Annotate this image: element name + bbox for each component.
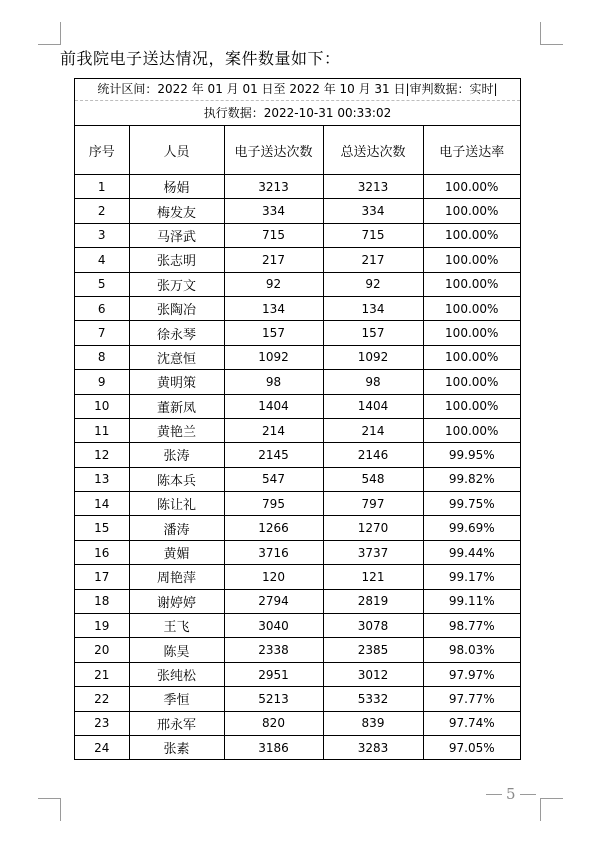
cell-rate: 97.74% <box>423 711 520 735</box>
cell-rate: 100.00% <box>423 272 520 296</box>
cell-name: 徐永琴 <box>129 321 224 345</box>
cell-name: 潘涛 <box>129 516 224 540</box>
cell-seq: 7 <box>75 321 129 345</box>
cell-rate: 97.77% <box>423 687 520 711</box>
cell-electronic: 3040 <box>224 614 323 638</box>
page-number-value: 5 <box>506 785 516 803</box>
cell-name: 谢婷婷 <box>129 589 224 613</box>
cell-seq: 9 <box>75 370 129 394</box>
cell-seq: 22 <box>75 687 129 711</box>
cell-total: 98 <box>323 370 423 394</box>
page-number-dash-right <box>520 794 536 795</box>
cell-rate: 100.00% <box>423 175 520 199</box>
cell-rate: 100.00% <box>423 370 520 394</box>
cell-total: 5332 <box>323 687 423 711</box>
cell-electronic: 5213 <box>224 687 323 711</box>
cell-name: 黄明策 <box>129 370 224 394</box>
table-row <box>75 516 520 540</box>
cell-seq: 21 <box>75 662 129 686</box>
table-row <box>75 711 520 735</box>
table-row <box>75 223 520 247</box>
cell-seq: 15 <box>75 516 129 540</box>
cell-total: 3012 <box>323 662 423 686</box>
stats-grid <box>75 126 520 759</box>
cell-rate: 100.00% <box>423 321 520 345</box>
cell-rate: 99.75% <box>423 492 520 516</box>
cell-seq: 5 <box>75 272 129 296</box>
cell-name: 陈让礼 <box>129 492 224 516</box>
cell-electronic: 795 <box>224 492 323 516</box>
cell-rate: 99.95% <box>423 443 520 467</box>
cell-seq: 23 <box>75 711 129 735</box>
page-number-dash-left <box>486 794 502 795</box>
table-row <box>75 272 520 296</box>
cell-total: 3283 <box>323 735 423 759</box>
cell-name: 季恒 <box>129 687 224 711</box>
table-row <box>75 540 520 564</box>
intro-text: 前我院电子送达情况，案件数量如下： <box>60 49 341 68</box>
cell-name: 马泽武 <box>129 223 224 247</box>
cell-seq: 12 <box>75 443 129 467</box>
cell-total: 2819 <box>323 589 423 613</box>
cell-total: 92 <box>323 272 423 296</box>
table-body <box>75 175 520 760</box>
delivery-stats-table <box>74 78 521 760</box>
cell-name: 张涛 <box>129 443 224 467</box>
cell-name: 邢永军 <box>129 711 224 735</box>
cell-total: 121 <box>323 565 423 589</box>
stat-period-line: 统计区间：2022 年 01 月 01 日至 2022 年 10 月 31 日|审判数据：实时| <box>75 79 520 101</box>
cell-total: 3737 <box>323 540 423 564</box>
cell-total: 3213 <box>323 175 423 199</box>
cell-total: 548 <box>323 467 423 491</box>
cell-name: 黄媚 <box>129 540 224 564</box>
cell-total: 334 <box>323 199 423 223</box>
table-row <box>75 443 520 467</box>
cell-seq: 3 <box>75 223 129 247</box>
cell-electronic: 92 <box>224 272 323 296</box>
cell-electronic: 2951 <box>224 662 323 686</box>
cell-electronic: 214 <box>224 418 323 442</box>
cell-electronic: 820 <box>224 711 323 735</box>
cell-name: 张陶冶 <box>129 296 224 320</box>
table-row <box>75 687 520 711</box>
cell-seq: 8 <box>75 345 129 369</box>
cell-name: 张万文 <box>129 272 224 296</box>
cell-electronic: 1404 <box>224 394 323 418</box>
cell-rate: 99.69% <box>423 516 520 540</box>
cell-total: 715 <box>323 223 423 247</box>
cell-name: 黄艳兰 <box>129 418 224 442</box>
cell-electronic: 134 <box>224 296 323 320</box>
column-header-name: 人员 <box>129 126 224 175</box>
cell-total: 3078 <box>323 614 423 638</box>
cell-total: 157 <box>323 321 423 345</box>
cell-electronic: 2338 <box>224 638 323 662</box>
table-row <box>75 394 520 418</box>
cell-total: 2146 <box>323 443 423 467</box>
cell-total: 2385 <box>323 638 423 662</box>
column-header-row <box>75 126 520 175</box>
cell-electronic: 217 <box>224 248 323 272</box>
cell-seq: 1 <box>75 175 129 199</box>
cell-rate: 100.00% <box>423 223 520 247</box>
table-row <box>75 638 520 662</box>
cell-name: 张纯松 <box>129 662 224 686</box>
cell-electronic: 334 <box>224 199 323 223</box>
cell-name: 沈意恒 <box>129 345 224 369</box>
cell-seq: 18 <box>75 589 129 613</box>
cell-rate: 98.77% <box>423 614 520 638</box>
cell-seq: 13 <box>75 467 129 491</box>
column-header-electronic: 电子送达次数 <box>224 126 323 175</box>
cell-electronic: 1092 <box>224 345 323 369</box>
cell-total: 797 <box>323 492 423 516</box>
cell-rate: 97.97% <box>423 662 520 686</box>
cell-electronic: 98 <box>224 370 323 394</box>
cell-name: 张素 <box>129 735 224 759</box>
cell-seq: 2 <box>75 199 129 223</box>
cell-rate: 100.00% <box>423 418 520 442</box>
corner-mark-bottom-right <box>540 798 563 821</box>
cell-electronic: 1266 <box>224 516 323 540</box>
table-row <box>75 296 520 320</box>
cell-name: 陈昊 <box>129 638 224 662</box>
cell-rate: 98.03% <box>423 638 520 662</box>
table-row <box>75 199 520 223</box>
cell-seq: 24 <box>75 735 129 759</box>
cell-rate: 99.82% <box>423 467 520 491</box>
cell-name: 梅发友 <box>129 199 224 223</box>
cell-seq: 4 <box>75 248 129 272</box>
corner-mark-top-right <box>540 22 563 45</box>
table-row <box>75 589 520 613</box>
cell-rate: 97.05% <box>448 740 495 755</box>
cell-seq: 17 <box>75 565 129 589</box>
cell-electronic: 3716 <box>224 540 323 564</box>
table-row <box>75 492 520 516</box>
cell-rate: 100.00% <box>423 345 520 369</box>
cell-rate: 99.11% <box>423 589 520 613</box>
table-row <box>75 370 520 394</box>
cell-total: 1092 <box>323 345 423 369</box>
cell-seq: 14 <box>75 492 129 516</box>
cell-rate: 99.17% <box>423 565 520 589</box>
cell-total: 214 <box>323 418 423 442</box>
cell-seq: 20 <box>75 638 129 662</box>
cell-seq: 16 <box>75 540 129 564</box>
cell-seq: 6 <box>75 296 129 320</box>
table-row <box>75 321 520 345</box>
cell-electronic: 547 <box>224 467 323 491</box>
cell-rate: 100.00% <box>423 199 520 223</box>
cell-electronic: 2794 <box>224 589 323 613</box>
column-header-rate: 电子送达率 <box>423 126 520 175</box>
cell-electronic: 157 <box>224 321 323 345</box>
cell-rate: 100.00% <box>423 394 520 418</box>
cell-name: 张志明 <box>129 248 224 272</box>
cell-name: 陈本兵 <box>129 467 224 491</box>
page-number <box>486 785 536 803</box>
cell-name: 杨娟 <box>129 175 224 199</box>
cell-total: 217 <box>323 248 423 272</box>
cell-rate: 100.00% <box>423 248 520 272</box>
column-header-seq: 序号 <box>75 126 129 175</box>
cell-total: 1270 <box>323 516 423 540</box>
cell-name: 周艳萍 <box>129 565 224 589</box>
cell-electronic: 120 <box>224 565 323 589</box>
cell-total: 1404 <box>323 394 423 418</box>
cell-electronic: 2145 <box>224 443 323 467</box>
table-row <box>75 614 520 638</box>
cell-name: 王飞 <box>129 614 224 638</box>
table-row <box>75 662 520 686</box>
table-row <box>75 735 520 759</box>
column-header-total: 总送达次数 <box>323 126 423 175</box>
cell-seq: 19 <box>75 614 129 638</box>
corner-mark-bottom-left <box>38 798 61 821</box>
cell-name: 董新凤 <box>129 394 224 418</box>
cell-rate: 99.44% <box>423 540 520 564</box>
table-row <box>75 345 520 369</box>
table-row <box>75 565 520 589</box>
table-row <box>75 467 520 491</box>
cell-rate: 100.00% <box>423 296 520 320</box>
cell-total: 134 <box>323 296 423 320</box>
cell-seq: 10 <box>75 394 129 418</box>
execution-data-line: 执行数据：2022-10-31 00:33:02 <box>75 101 520 126</box>
table-row <box>75 418 520 442</box>
corner-mark-top-left <box>38 22 61 45</box>
cell-total: 839 <box>323 711 423 735</box>
table-row <box>75 248 520 272</box>
cell-electronic: 715 <box>224 223 323 247</box>
cell-electronic: 3186 <box>224 735 323 759</box>
cell-seq: 11 <box>75 418 129 442</box>
cell-electronic: 3213 <box>224 175 323 199</box>
table-row <box>75 175 520 199</box>
